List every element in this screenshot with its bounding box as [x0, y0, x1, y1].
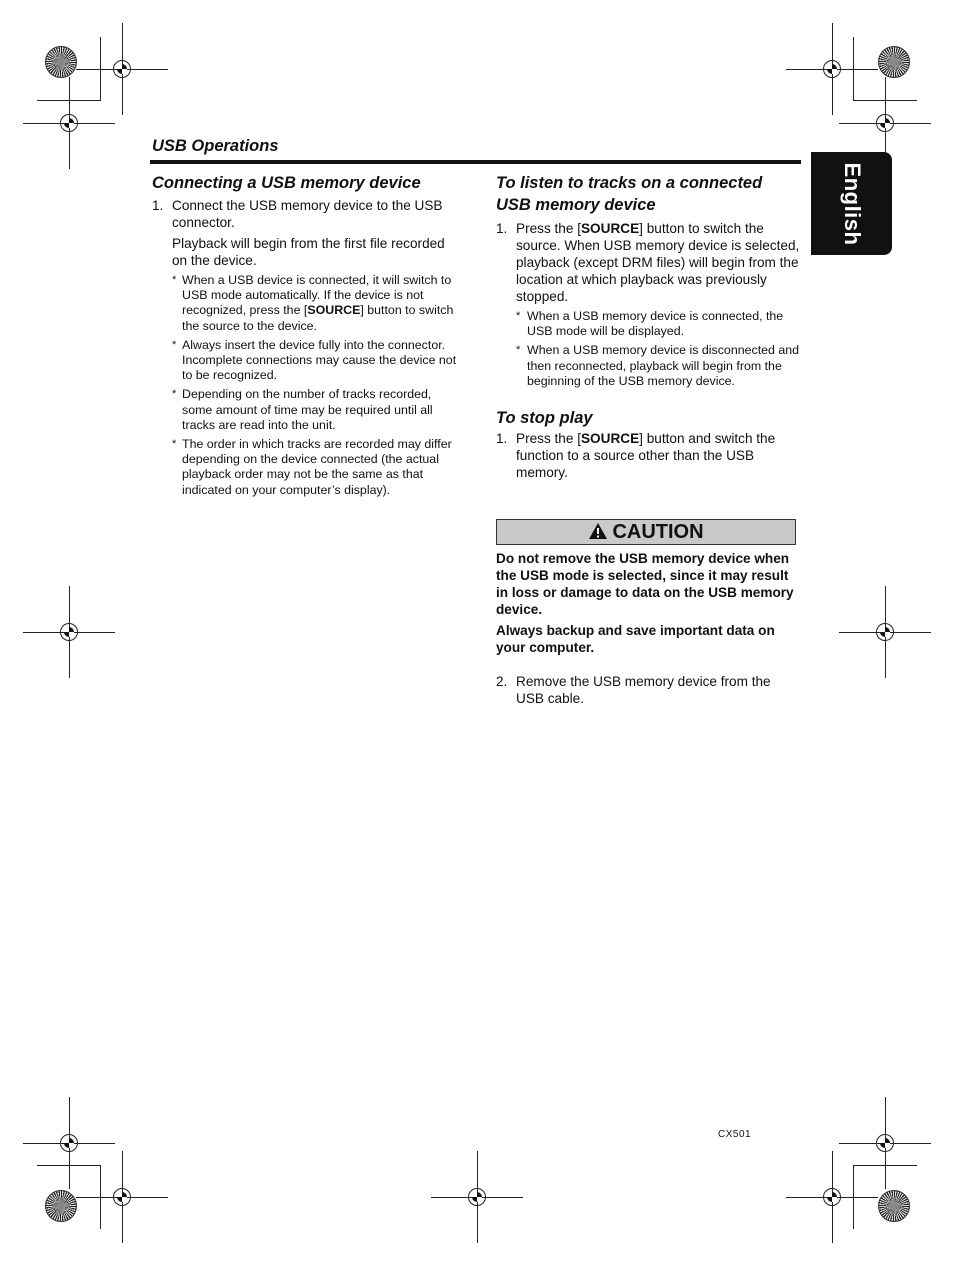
crop-line — [853, 100, 917, 101]
registration-wheel-icon — [878, 1190, 910, 1222]
heading-stop-play: To stop play — [496, 409, 593, 428]
note-text: When a USB memory device is connected, the USB mode will be displayed. — [527, 309, 784, 339]
note-marker: * — [172, 438, 177, 451]
stop-step-1 — [496, 430, 800, 481]
note-marker: * — [172, 274, 177, 286]
note-item — [152, 387, 457, 433]
crop-line — [853, 1165, 854, 1229]
caution-text: Do not remove the USB memory device when the USB mode is selected, since it may result in loss or damage to data on the USB memory device. — [496, 551, 794, 617]
left-step-1 — [152, 197, 457, 231]
note-item — [496, 309, 800, 339]
step-text: ] button to switch the source. When USB memory device is selected, playback (except DRM files) will begin from the location at which playback was previously stopped. — [516, 221, 800, 304]
step-text: ] button and switch the function to a source other than the USB memory. — [516, 431, 776, 481]
note-item — [152, 338, 457, 384]
note-item — [152, 437, 457, 498]
source-key-label: SOURCE — [580, 221, 640, 236]
crop-line — [853, 1165, 917, 1166]
step-text: Press the [ — [516, 431, 581, 447]
crop-line — [100, 1165, 101, 1229]
section-rule — [150, 160, 801, 164]
caution-banner — [496, 519, 796, 545]
section-title: USB Operations — [152, 137, 279, 155]
note-marker: * — [172, 388, 177, 401]
step-number: 1. — [496, 431, 508, 447]
step-text: Press the [ — [516, 221, 581, 236]
right-column — [496, 172, 800, 481]
note-item — [152, 273, 457, 334]
source-key-label: SOURCE — [580, 431, 640, 447]
note-text: When a USB memory device is disconnected and then reconnected, playback will begin from the beginning of the USB memory device. — [527, 343, 800, 388]
registration-wheel-icon — [45, 46, 77, 78]
language-tab-label: English — [839, 162, 865, 245]
note-item — [496, 343, 800, 389]
caution-content — [496, 550, 800, 707]
note-marker: * — [172, 338, 177, 351]
registration-wheel-icon — [45, 1190, 77, 1222]
right-step-2 — [496, 673, 800, 707]
right-step-1 — [496, 220, 800, 305]
heading-connecting-usb: Connecting a USB memory device — [152, 174, 421, 192]
caution-label: CAUTION — [612, 521, 704, 543]
note-marker: * — [516, 310, 521, 322]
left-step-1-follow: Playback will begin from the first file recorded on the device. — [172, 236, 445, 268]
language-tab — [811, 152, 892, 255]
note-text: ] button to switch the source to the device. — [182, 303, 454, 333]
step-number: 1. — [496, 221, 508, 236]
note-marker: * — [516, 344, 521, 357]
crop-line — [853, 37, 854, 101]
model-number: CX501 — [718, 1129, 752, 1140]
left-column — [152, 172, 457, 498]
note-text: Always insert the device fully into the connector. Incomplete connections may cause the device not to be recognized. — [182, 337, 457, 383]
crop-line — [37, 1165, 101, 1166]
heading-listen-tracks: To listen to tracks on a connected USB memory device — [496, 174, 763, 214]
crop-line — [100, 37, 101, 101]
note-text: Depending on the number of tracks recorded, some amount of time may be required until all tracks are read into the unit. — [182, 387, 433, 432]
crop-line — [37, 100, 101, 101]
note-text: The order in which tracks are recorded may differ depending on the device connected (the actual playback order may not be the same as that indicated on your computer’s display). — [182, 437, 452, 497]
caution-text: Always backup and save important data on your computer. — [496, 623, 775, 655]
step-number: 2. — [496, 674, 508, 689]
source-key-label: SOURCE — [307, 303, 361, 318]
step-text: Connect the USB memory device to the USB connector. — [172, 198, 443, 230]
step-text: Remove the USB memory device from the USB cable. — [516, 674, 771, 706]
step-number: 1. — [152, 198, 164, 213]
note-text: When a USB device is connected, it will switch to USB mode automatically. If the device is not recognized, press the [ — [182, 273, 452, 318]
warning-triangle-icon — [588, 522, 608, 540]
registration-wheel-icon — [878, 46, 910, 78]
